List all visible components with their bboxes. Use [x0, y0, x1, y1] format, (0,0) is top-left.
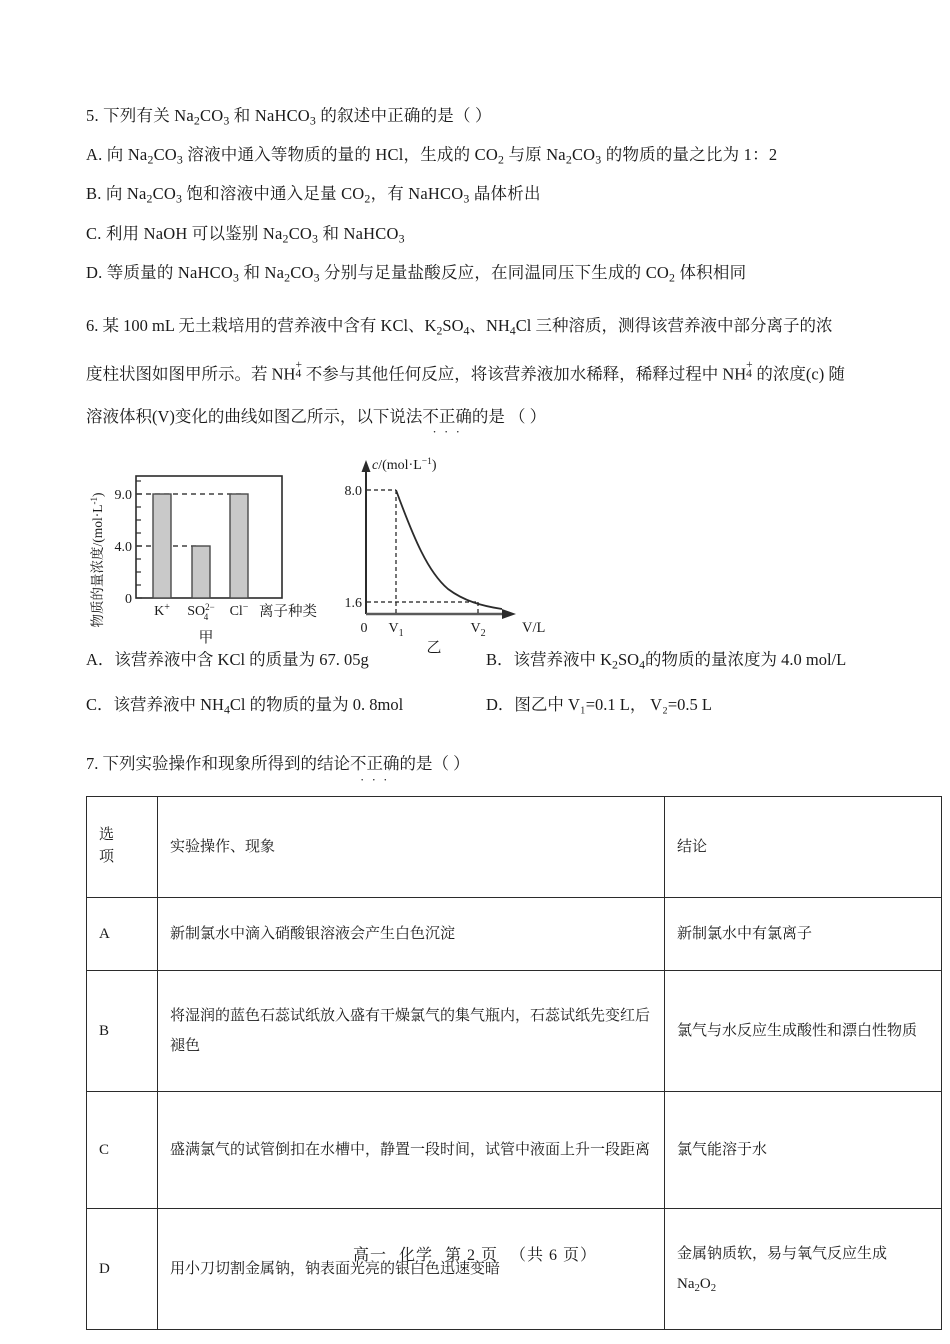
- table-header-row: [87, 797, 942, 898]
- option-text: 的物质的量之比为 1：2: [601, 145, 778, 165]
- table-row: [87, 1092, 942, 1209]
- figure-jia-bar-chart: [88, 452, 328, 657]
- table-row: [87, 971, 942, 1092]
- figure-yi-line-chart: [324, 444, 554, 659]
- line-chart-xtick-v2: $V_2$: [470, 620, 486, 639]
- formula-nahco3: NaHCO$_3$: [408, 184, 470, 206]
- bar-chart-xtick-so4: $SO^{2-}$ 4: [187, 601, 215, 622]
- option-key: D.: [86, 262, 103, 282]
- footer-grade: 高一: [352, 1247, 387, 1264]
- q5-stem-prefix: 5. 下列有关: [86, 106, 175, 125]
- header-option-label: 选项: [99, 827, 115, 865]
- header-cell-experiment: 实验操作、现象: [158, 797, 665, 898]
- option-key: B.: [86, 184, 102, 204]
- bar-chart-ytick-4: 4.0: [114, 539, 132, 555]
- line-chart-curve: [396, 490, 502, 609]
- option-text: 向: [102, 145, 128, 165]
- row-experiment-c: 盛满氯气的试管倒扣在水槽中，静置一段时间，试管中液面上升一段距离: [158, 1092, 665, 1209]
- line-chart-ytick-8: 8.0: [344, 483, 362, 499]
- bar-k-plus: [153, 494, 171, 598]
- question-5-stem: [86, 108, 870, 127]
- question-6-options-row-2: [86, 694, 870, 717]
- formula-na2co3: $Na_2CO_3$: [264, 262, 320, 285]
- stem-text: 不参与其他任何反应，将该营养液加水稀释，稀释过程中 NH: [305, 364, 747, 384]
- option-key: C.: [86, 223, 102, 243]
- option-key: A.: [86, 145, 103, 165]
- bar-chart-ylabel: 物质的量浓度$/(mol\cdot L^{-1})$: [89, 492, 105, 628]
- footer-total-pages: （共 6 页）: [510, 1247, 598, 1264]
- stem-text: 、NH: [469, 315, 510, 335]
- bar-chart-yticks: [136, 481, 142, 598]
- option-text: C．该营养液中 NH: [86, 694, 224, 714]
- footer-page-number: 第 2 页: [445, 1247, 499, 1264]
- option-text: 利用 NaOH 可以鉴别: [101, 223, 263, 243]
- question-6-option-a: A．该营养液中含 KCl 的质量为 67. 05g: [86, 649, 369, 669]
- stem-text: 7. 下列实验操作和现象所得到的结论: [86, 754, 350, 773]
- option-text: 和: [318, 223, 344, 243]
- formula-na2co3: $Na_2CO_3$: [262, 223, 319, 245]
- option-text: Cl 的物质的量为 0. 8mol: [229, 694, 404, 714]
- row-experiment-d: 用小刀切割金属钠，钠表面光亮的银白色迅速变暗: [158, 1209, 665, 1330]
- page-footer: [0, 1242, 950, 1265]
- stem-text: 的是（ ）: [399, 754, 470, 773]
- option-text: 的物质的量浓度为 4.0 mol/L: [645, 649, 847, 669]
- question-6-stem-line3: 溶液体积(V)变化的曲线如图乙所示，以下说法不正确 · · ·的是 （ ）: [86, 409, 870, 426]
- formula-na2o2: $Na_2O_2$: [677, 1275, 717, 1294]
- conclusion-text: 金属钠质软，易与氧气反应生成: [677, 1245, 888, 1262]
- emphasis-bu-zheng-que: 不正确 · · ·: [422, 409, 472, 426]
- question-5-option-b: [86, 186, 870, 205]
- formula-na2co3: $Na_2CO_3$: [174, 106, 230, 128]
- line-chart-ytick-1-6: 1.6: [344, 595, 362, 611]
- ammonium-ion-charge: + 4: [746, 358, 753, 380]
- answer-blank: （ ）: [509, 407, 547, 427]
- row-key-a: A: [87, 898, 158, 971]
- line-chart-ylabel: $c/(mol\cdot L^{-1})$: [372, 456, 437, 473]
- bar-chart-xtick-k: K+: [154, 601, 170, 619]
- q5-stem-suffix: 的叙述中正确的是（ ）: [316, 106, 492, 125]
- stem-text: Cl 三种溶质，测得该营养液中部分离子的浓: [515, 315, 833, 335]
- formula-na2co3: $Na_2CO_3$: [546, 145, 602, 167]
- option-text: 晶体析出: [469, 184, 541, 204]
- emphasis-bu-zheng-que: 不正确 · · ·: [350, 750, 400, 774]
- formula-nahco3: NaHCO$_3$: [343, 223, 405, 245]
- question-5-option-c: [86, 223, 870, 245]
- option-text: 溶液中通入等物质的量的 HCl，生成的: [183, 145, 475, 165]
- question-6-option-c: C．该营养液中 $NH_4Cl$ 的物质的量为 0. 8mol: [86, 694, 404, 717]
- ammonium-ion-charge: + 4: [295, 358, 302, 380]
- header-cell-conclusion: 结论: [665, 797, 942, 898]
- bar-cl-minus: [230, 494, 248, 598]
- line-chart-xaxis-arrow: [502, 609, 516, 619]
- row-conclusion-c: 氯气能溶于水: [665, 1092, 942, 1209]
- row-conclusion-b: 氯气与水反应生成酸性和漂白性物质: [665, 971, 942, 1092]
- option-text: 分别与足量盐酸反应，在同温同压下生成的: [319, 262, 646, 282]
- question-5-option-a: [86, 147, 870, 166]
- question-7-stem: [86, 750, 870, 774]
- bar-so4-2minus: [192, 546, 210, 598]
- stem-text: 6. 某 100 mL 无土栽培用的营养液中含有 KCl、K: [86, 315, 437, 335]
- question-6-block: [86, 315, 870, 717]
- line-chart-xtick-v1: $V_1$: [388, 620, 404, 639]
- bar-chart-caption: 甲: [198, 629, 214, 646]
- stem-text: 的浓度(c) 随: [756, 364, 845, 384]
- q5-stem-mid: 和: [229, 106, 255, 125]
- line-chart-yaxis-arrow: [362, 460, 371, 472]
- line-chart-xtick-0: 0: [360, 620, 368, 636]
- formula-na2co3: $Na_2CO_3$: [127, 145, 184, 167]
- footer-subject: 化学: [398, 1247, 433, 1264]
- row-key-d: D: [87, 1209, 158, 1330]
- option-text: SO: [617, 649, 640, 669]
- option-text: 向: [101, 184, 127, 204]
- bar-chart-xlabel: 离子种类: [259, 603, 317, 620]
- question-6-option-b: B．该营养液中 $K_2SO_4$的物质的量浓度为 4.0 mol/L: [486, 649, 847, 671]
- table-row: [87, 898, 942, 971]
- line-chart-xlabel: V/L: [522, 619, 546, 636]
- question-6-option-d: D．图乙中 V₁=0.1 L， V₂=0.5 L: [486, 694, 712, 714]
- option-text: 体积相同: [675, 262, 747, 282]
- option-text: 与原: [504, 145, 547, 165]
- bar-chart-svg: [88, 452, 328, 652]
- option-text: 等质量的: [102, 262, 178, 282]
- bar-chart-xtick-cl: Cl−: [229, 601, 249, 619]
- option-text: 和: [239, 262, 265, 282]
- question-6-stem-line1: 6. 某 100 mL 无土栽培用的营养液中含有 KCl、$K_2SO_4$、$NH_4Cl$ 三种溶质，测得该营养液中部分离子的浓: [86, 315, 833, 338]
- figures-row: [86, 452, 870, 652]
- row-key-c: C: [87, 1092, 158, 1209]
- table-row: [87, 1209, 942, 1330]
- option-text: ，有: [370, 184, 409, 204]
- formula-nahco3: NaHCO$_3$: [254, 106, 317, 128]
- stem-text: 度柱状图如图甲所示。若 NH: [86, 364, 296, 384]
- line-chart-svg: [324, 444, 554, 654]
- stem-text: SO: [442, 315, 464, 335]
- option-text: 饱和溶液中通入足量: [182, 184, 342, 204]
- formula-co2: $CO_2$: [474, 145, 505, 167]
- formula-co2: $CO_2$: [341, 184, 371, 206]
- question-6-stem-line2: [86, 358, 870, 384]
- row-conclusion-a: 新制氯水中有氯离子: [665, 898, 942, 971]
- bar-chart-ytick-0: 0: [125, 591, 132, 607]
- row-key-b: B: [87, 971, 158, 1092]
- formula-na2co3: $Na_2CO_3$: [126, 184, 183, 206]
- question-5-option-d: [86, 262, 870, 285]
- option-text: B．该营养液中 K: [486, 649, 613, 669]
- formula-co2: $CO_2$: [645, 262, 676, 285]
- bar-chart-ytick-9: 9.0: [114, 487, 132, 503]
- line-chart-caption: 乙: [426, 639, 442, 654]
- header-cell-option: [87, 797, 158, 898]
- row-experiment-b: 将湿润的蓝色石蕊试纸放入盛有干燥氯气的集气瓶内，石蕊试纸先变红后褪色: [158, 971, 665, 1092]
- row-conclusion-d: [665, 1209, 942, 1330]
- page-content: [86, 106, 918, 1330]
- formula-nahco3: NaHCO$_3$: [177, 262, 240, 285]
- row-experiment-a: 新制氯水中滴入硝酸银溶液会产生白色沉淀: [158, 898, 665, 971]
